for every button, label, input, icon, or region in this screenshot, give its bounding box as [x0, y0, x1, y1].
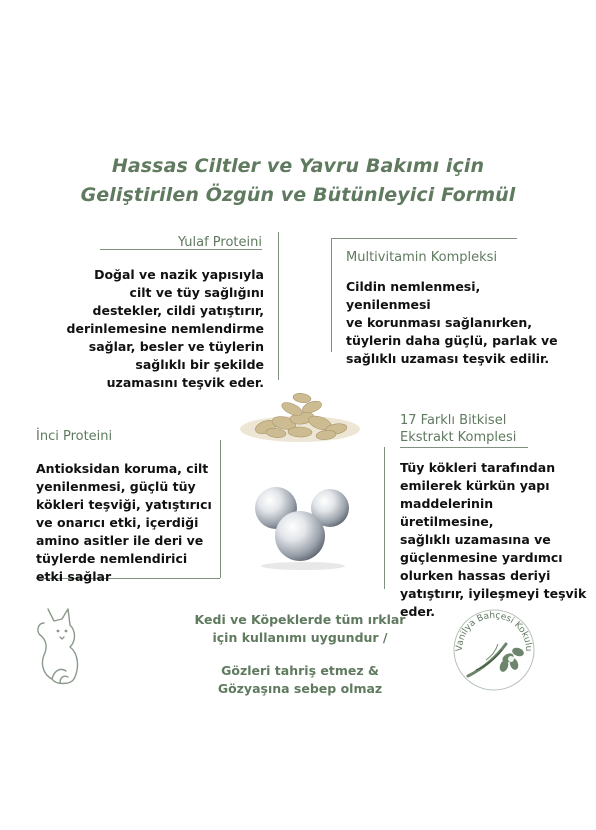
multivitamin-description — [346, 278, 566, 368]
inci-line: yenilenmesi, güçlü tüy — [36, 479, 196, 494]
inci-line: ve onarıcı etki, içerdiği — [36, 515, 199, 530]
pearls-image — [248, 480, 358, 572]
inci-side-rule — [220, 440, 221, 578]
bitkisel-line: maddelerinin üretilmesine, — [400, 496, 494, 529]
bitkisel-line: yatıştırır, iyileşmeyi teşvik — [400, 586, 587, 601]
inci-label: İnci Proteini — [36, 429, 113, 444]
yulaf-line: Doğal ve nazik yapısıyla — [94, 267, 264, 282]
yulaf-line: sağlar, besler ve tüylerin — [88, 339, 264, 354]
multivitamin-label: Multivitamin Kompleksi — [346, 250, 498, 265]
page-title-line-1: Hassas Ciltler ve Yavru Bakımı için — [111, 155, 485, 177]
cat-dog-outline-icon — [30, 605, 92, 689]
multivitamin-line: sağlıklı uzaması teşvik edilir. — [346, 351, 550, 366]
yulaf-line: uzamasını teşvik eder. — [106, 375, 264, 390]
eye-safety-line-1: Gözleri tahriş etmez & — [221, 663, 379, 678]
inci-line: kökleri teşviği, yatıştırıcı — [36, 497, 212, 512]
bitkisel-line: sağlıklı uzamasına ve — [400, 532, 551, 547]
bitkisel-side-rule — [384, 447, 385, 589]
inci-line: tüylerde nemlendirici — [36, 551, 188, 566]
vanilla-badge-text: Vanilya Bahçesi Kokulu — [454, 610, 534, 652]
multivitamin-side-rule — [331, 238, 332, 352]
bitkisel-description — [400, 459, 590, 621]
yulaf-line: destekler, cildi yatıştırır, — [92, 303, 264, 318]
yulaf-line: cilt ve tüy sağlığını — [129, 285, 264, 300]
bitkisel-label-line-2: Ekstrakt Komplesi — [400, 430, 517, 445]
yulaf-side-rule — [278, 232, 279, 380]
inci-description — [36, 460, 216, 586]
yulaf-label: Yulaf Proteini — [177, 235, 262, 250]
bitkisel-top-rule — [400, 447, 528, 448]
bitkisel-line: olurken hassas deriyi — [400, 568, 551, 583]
multivitamin-line: Cildin nemlenmesi, yenilenmesi — [346, 279, 481, 312]
multivitamin-line: tüylerin daha güçlü, parlak ve — [346, 333, 558, 348]
vanilla-badge — [446, 600, 542, 696]
yulaf-line: derinlemesine nemlendirme — [66, 321, 264, 336]
suitability-line-1: Kedi ve Köpeklerde tüm ırklar — [194, 612, 406, 627]
oat-flakes-image — [236, 385, 364, 445]
eye-safety-line-2: Gözyaşına sebep olmaz — [217, 681, 383, 696]
multivitamin-top-rule — [331, 238, 517, 239]
inci-line: Antioksidan koruma, cilt — [36, 461, 209, 476]
bitkisel-line: Tüy kökleri tarafından — [400, 460, 556, 475]
inci-line: amino asitler ile deri ve — [36, 533, 204, 548]
bitkisel-line: emilerek kürkün yapı — [400, 478, 550, 493]
bitkisel-label-line-1: 17 Farklı Bitkisel — [400, 413, 507, 428]
multivitamin-line: ve korunması sağlanırken, — [346, 315, 533, 330]
bitkisel-line: eder. — [400, 604, 436, 619]
inci-line: etki sağlar — [36, 569, 112, 584]
yulaf-description — [60, 266, 264, 392]
page-title-line-2: Geliştirilen Özgün ve Bütünleyici Formül — [80, 184, 516, 206]
bitkisel-line: güçlenmesine yardımcı — [400, 550, 563, 565]
vanilla-flower-icon — [468, 644, 525, 676]
suitability-line-2: için kullanımı uygundur / — [212, 630, 388, 645]
yulaf-line: sağlıklı bir şekilde — [135, 357, 264, 372]
